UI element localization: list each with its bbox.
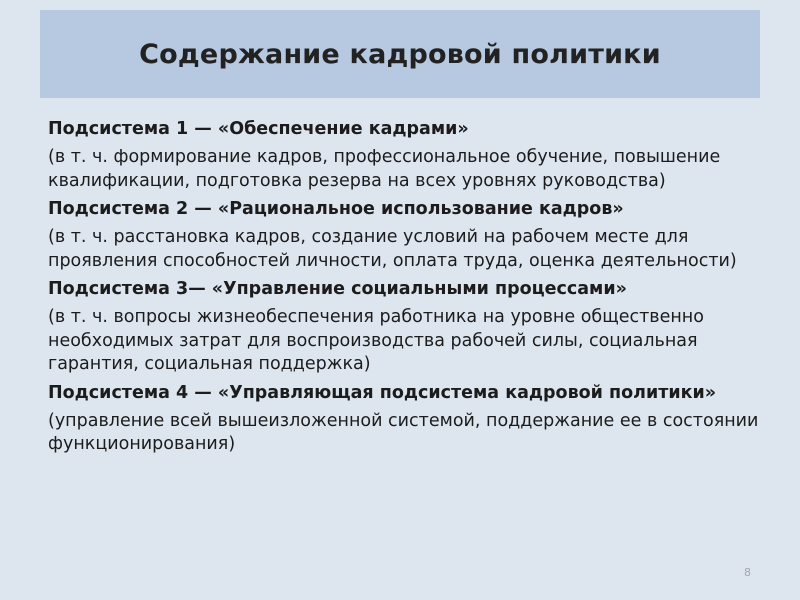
page-number: 8 <box>744 566 751 579</box>
subsystem-4-description: (управление всей вышеизложенной системой, поддержание ее в состоянии функционирования) <box>48 410 759 454</box>
subsystem-2-description: (в т. ч. расстановка кадров, создание условий на рабочем месте для проявления способностей личности, оплата труда, оценка деятельности) <box>48 227 737 271</box>
subsystem-3-heading: Подсистема 3— «Управление социальными процессами» <box>48 279 627 299</box>
subsystem-3 <box>48 278 763 377</box>
subsystem-1-description: (в т. ч. формирование кадров, профессиональное обучение, повышение квалификации, подготовка резерва на всех уровнях руководства) <box>48 147 721 191</box>
subsystem-2 <box>48 198 763 273</box>
slide-content <box>48 118 763 462</box>
subsystem-2-heading: Подсистема 2 — «Рациональное использование кадров» <box>48 199 624 219</box>
subsystem-1-heading: Подсистема 1 — «Обеспечение кадрами» <box>48 119 469 139</box>
subsystem-4-heading: Подсистема 4 — «Управляющая подсистема кадровой политики» <box>48 382 717 403</box>
subsystem-1 <box>48 118 763 193</box>
title-bar <box>40 10 760 98</box>
subsystem-4 <box>48 382 763 457</box>
slide-title: Содержание кадровой политики <box>139 38 661 70</box>
subsystem-3-description: (в т. ч. вопросы жизнеобеспечения работника на уровне общественно необходимых затрат для воспроизводства рабочей силы, социальная гарантия, социальная поддержка) <box>48 307 704 374</box>
